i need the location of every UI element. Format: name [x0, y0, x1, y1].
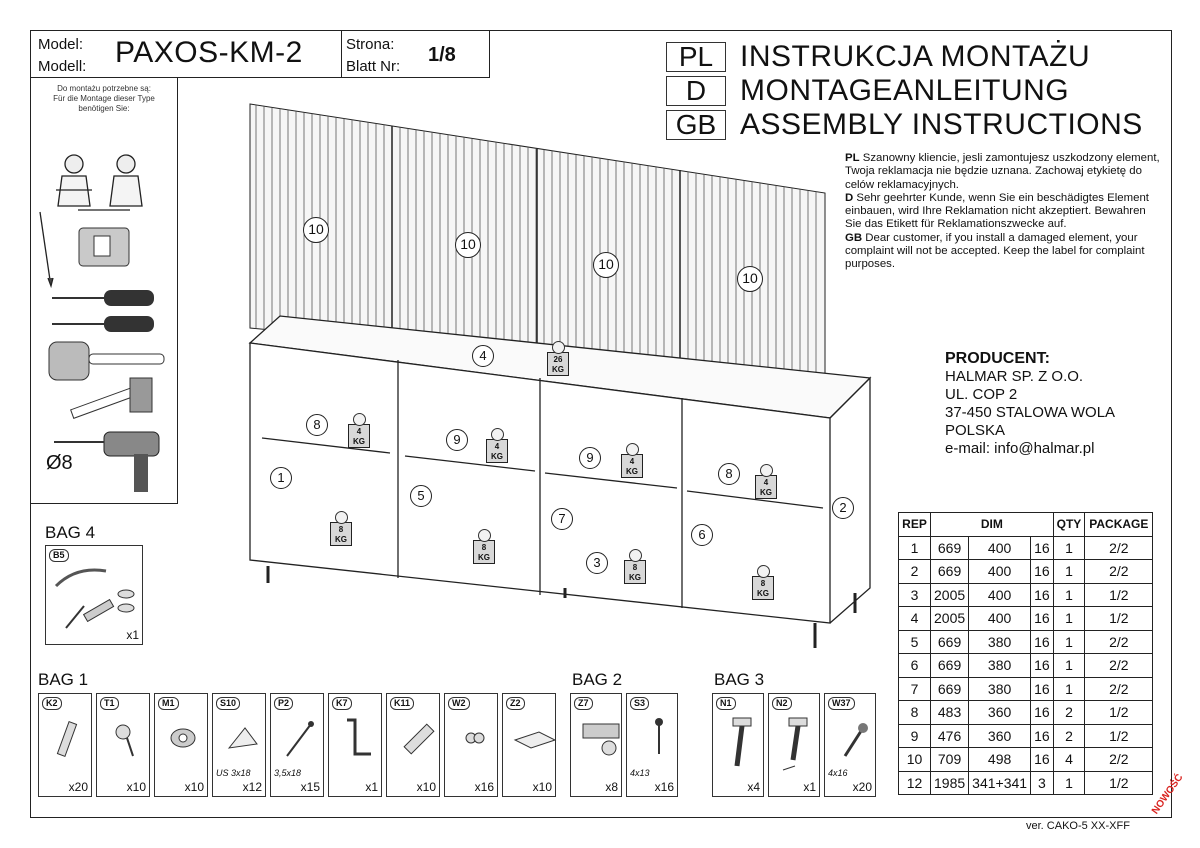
hardware-icon — [447, 710, 503, 780]
part-label: 4 — [472, 345, 494, 367]
weight-marker: 8 KG — [330, 522, 352, 546]
part-label: 3 — [586, 552, 608, 574]
hardware-icon — [505, 710, 561, 780]
bag-item-qty: x8 — [605, 780, 618, 794]
new-badge: NOWOŚĆ — [1150, 772, 1186, 817]
table-cell: 2 — [899, 560, 931, 584]
table-cell: 360 — [969, 724, 1031, 748]
producer-line: 37-450 STALOWA WOLA — [945, 404, 1116, 421]
table-cell: 16 — [1031, 748, 1054, 772]
hardware-icon — [771, 710, 827, 780]
bag-item-qty: x20 — [852, 780, 872, 794]
bag-item-code: K7 — [332, 697, 352, 710]
cabinet-diagram — [240, 98, 880, 658]
bag-item-code: N1 — [716, 697, 736, 710]
bag-item-w2 — [444, 693, 498, 797]
table-cell: 476 — [931, 724, 969, 748]
table-cell: 669 — [931, 560, 969, 584]
hardware-icon — [157, 710, 213, 780]
bag-item-code: S3 — [630, 697, 649, 710]
table-cell: 16 — [1031, 536, 1054, 560]
table-cell: 2/2 — [1085, 536, 1153, 560]
part-label: 5 — [410, 485, 432, 507]
table-cell: 2/2 — [1085, 748, 1153, 772]
lang-code-d: D — [666, 76, 726, 106]
hardware-icon — [99, 710, 155, 780]
producer-line: POLSKA — [945, 422, 1006, 439]
table-row — [899, 724, 1153, 748]
bag-item-p2 — [270, 693, 324, 797]
table-row — [899, 748, 1153, 772]
hardware-icon — [573, 710, 629, 780]
table-cell: 16 — [1031, 560, 1054, 584]
table-cell: 12 — [899, 771, 931, 795]
table-cell: 400 — [969, 583, 1031, 607]
table-cell: 1985 — [931, 771, 969, 795]
weight-marker: 8 KG — [752, 576, 774, 600]
table-cell: 7 — [899, 677, 931, 701]
bag-item-k7 — [328, 693, 382, 797]
model-label-pl: Model: — [38, 36, 84, 53]
table-cell: 400 — [969, 560, 1031, 584]
bag-item-qty: x16 — [474, 780, 494, 794]
table-cell: 4 — [1053, 748, 1085, 772]
table-cell: 8 — [899, 701, 931, 725]
table-cell: 1 — [1053, 583, 1085, 607]
table-cell: 4 — [899, 607, 931, 631]
notice-d-text: Sehr geehrter Kunde, wenn Sie ein beschädigtes Element einbauen, wird Ihre Reklamation nicht akzeptiert. Bewahren Sie das Etikett für Reklamationszwecke auf. — [845, 191, 1149, 231]
part-label: 10 — [303, 217, 329, 243]
column-header: REP — [899, 513, 931, 537]
drill-size: Ø8 — [46, 452, 73, 474]
tools-note — [40, 84, 168, 114]
weight-marker: 4 KG — [486, 439, 508, 463]
bag-item-w37 — [824, 693, 876, 797]
mallet-icon — [49, 342, 164, 380]
bag-item-qty: x16 — [654, 780, 674, 794]
bag-item-code: B5 — [49, 549, 69, 562]
producer-title: PRODUCENT: — [945, 350, 1050, 367]
bag-item-m1 — [154, 693, 208, 797]
bag-item-note: 4x16 — [828, 768, 848, 778]
bag-item-k11 — [386, 693, 440, 797]
title-pl: INSTRUKCJA MONTAŻU — [740, 40, 1091, 73]
part-label: 7 — [551, 508, 573, 530]
table-row — [899, 583, 1153, 607]
notice-pl-code: PL — [845, 152, 860, 164]
bag-item-qty: x10 — [416, 780, 436, 794]
table-cell: 1 — [1053, 654, 1085, 678]
damage-notice — [845, 152, 1165, 272]
notice-gb-text: Dear customer, if you install a damaged element, your complaint will not be accepted. Keep the label for complaint purposes. — [845, 231, 1145, 271]
version-label: ver. CAKO-5 XX-XFF — [1026, 820, 1130, 832]
page-label-de: Blatt Nr: — [346, 58, 401, 75]
table-cell: 2/2 — [1085, 560, 1153, 584]
table-cell: 1 — [1053, 677, 1085, 701]
table-row — [899, 607, 1153, 631]
table-cell: 360 — [969, 701, 1031, 725]
hardware-icon — [331, 710, 387, 780]
table-cell: 2 — [1053, 701, 1085, 725]
producer-info — [945, 350, 1115, 458]
hardware-icon — [41, 710, 97, 780]
part-label: 10 — [737, 266, 763, 292]
bag-item-note: 3,5x18 — [274, 768, 302, 778]
table-cell: 1 — [1053, 536, 1085, 560]
bag-item-code: M1 — [158, 697, 179, 710]
table-cell: 16 — [1031, 677, 1054, 701]
table-row — [899, 771, 1153, 795]
table-cell: 6 — [899, 654, 931, 678]
notice-d-code: D — [845, 191, 854, 204]
column-header: PACKAGE — [1085, 513, 1153, 537]
bag-item-qty: x20 — [68, 780, 88, 794]
title-row-pl — [666, 40, 1090, 74]
table-cell: 16 — [1031, 630, 1054, 654]
table-cell: 2 — [1053, 724, 1085, 748]
bag-item-n1 — [712, 693, 764, 797]
bag-item-qty: x10 — [184, 780, 204, 794]
weight-marker: 26 KG — [547, 352, 569, 376]
bag-item-note: US 3x18 — [216, 768, 251, 778]
bag-item-qty: x15 — [300, 780, 320, 794]
bag-item-code: N2 — [772, 697, 792, 710]
bag-item-qty: x4 — [747, 780, 760, 794]
table-row — [899, 677, 1153, 701]
table-row — [899, 536, 1153, 560]
table-cell: 1/2 — [1085, 701, 1153, 725]
pencil-icon — [40, 212, 53, 286]
part-label: 10 — [455, 232, 481, 258]
notice-pl-text: Szanowny kliencie, jesli zamontujesz uszkodzony element, Twoja reklamacja nie będzie uznana. Zachowaj etykietę do celów reklamacyjnych. — [845, 152, 1160, 191]
table-cell: 1 — [899, 536, 931, 560]
table-cell: 2005 — [931, 583, 969, 607]
table-cell: 400 — [969, 607, 1031, 631]
table-cell: 16 — [1031, 583, 1054, 607]
table-cell: 1 — [1053, 630, 1085, 654]
bag-item-z2 — [502, 693, 556, 797]
table-cell: 1 — [1053, 771, 1085, 795]
bag-item-qty: x10 — [126, 780, 146, 794]
part-label: 6 — [691, 524, 713, 546]
table-cell: 1 — [1053, 607, 1085, 631]
bag-item-s10 — [212, 693, 266, 797]
part-label: 1 — [270, 467, 292, 489]
table-cell: 498 — [969, 748, 1031, 772]
table-cell: 380 — [969, 630, 1031, 654]
table-cell: 3 — [899, 583, 931, 607]
bag-item-note: 4x13 — [630, 768, 650, 778]
weight-marker: 4 KG — [755, 475, 777, 499]
weight-marker: 8 KG — [624, 560, 646, 584]
part-label: 9 — [446, 429, 468, 451]
bag-item-code: P2 — [274, 697, 293, 710]
bag4-item-b5 — [45, 545, 143, 645]
page-number: 1/8 — [428, 44, 456, 66]
workers-icon — [56, 155, 142, 210]
producer-line: UL. COP 2 — [945, 386, 1018, 403]
table-cell: 380 — [969, 654, 1031, 678]
bag-item-z7 — [570, 693, 622, 797]
table-cell: 669 — [931, 654, 969, 678]
model-label-de: Modell: — [38, 58, 87, 75]
table-cell: 16 — [1031, 701, 1054, 725]
weight-marker: 4 KG — [621, 454, 643, 478]
bag2-title: BAG 2 — [572, 670, 623, 689]
table-row — [899, 630, 1153, 654]
table-cell: 341+341 — [969, 771, 1031, 795]
bag-item-qty: x12 — [242, 780, 262, 794]
table-row — [899, 560, 1153, 584]
table-cell: 2/2 — [1085, 654, 1153, 678]
table-cell: 1/2 — [1085, 583, 1153, 607]
page-label-pl: Strona: — [346, 36, 395, 53]
screwdriver-phillips-icon — [52, 316, 154, 332]
column-header: DIM — [931, 513, 1054, 537]
bag3-title: BAG 3 — [714, 670, 765, 689]
bag4-title: BAG 4 — [45, 523, 96, 542]
table-row — [899, 654, 1153, 678]
bag-item-code: W37 — [828, 697, 855, 710]
part-label: 8 — [306, 414, 328, 436]
bag-item-qty: x1 — [126, 628, 139, 642]
part-label: 10 — [593, 252, 619, 278]
bag-item-code: S10 — [216, 697, 240, 710]
hardware-icon — [389, 710, 445, 780]
model-name: PAXOS-KM-2 — [115, 36, 303, 69]
part-label: 9 — [579, 447, 601, 469]
bag-item-qty: x10 — [532, 780, 552, 794]
lang-code-pl: PL — [666, 42, 726, 72]
title-d: MONTAGEANLEITUNG — [740, 74, 1070, 107]
bag-item-qty: x1 — [803, 780, 816, 794]
table-cell: 483 — [931, 701, 969, 725]
tools-note-de: Für die Montage dieser Type benötigen Sie: — [53, 94, 155, 113]
bag-item-code: W2 — [448, 697, 470, 710]
table-header-row — [899, 513, 1153, 537]
table-cell: 5 — [899, 630, 931, 654]
lang-code-gb: GB — [666, 110, 726, 140]
table-cell: 2005 — [931, 607, 969, 631]
table-cell: 669 — [931, 536, 969, 560]
table-cell: 16 — [1031, 724, 1054, 748]
table-cell: 1/2 — [1085, 607, 1153, 631]
table-cell: 2/2 — [1085, 677, 1153, 701]
bag-item-k2 — [38, 693, 92, 797]
weight-marker: 4 KG — [348, 424, 370, 448]
bag-item-qty: x1 — [365, 780, 378, 794]
table-cell: 669 — [931, 677, 969, 701]
table-cell: 3 — [1031, 771, 1054, 795]
bag-item-s3 — [626, 693, 678, 797]
table-cell: 380 — [969, 677, 1031, 701]
bag-item-n2 — [768, 693, 820, 797]
table-cell: 400 — [969, 536, 1031, 560]
column-header: QTY — [1053, 513, 1085, 537]
hammer-icon — [71, 378, 152, 418]
table-row — [899, 701, 1153, 725]
table-cell: 9 — [899, 724, 931, 748]
title-gb: ASSEMBLY INSTRUCTIONS — [740, 108, 1143, 141]
screwdriver-flat-icon — [52, 290, 154, 306]
tools-illustration — [34, 150, 174, 500]
table-cell: 709 — [931, 748, 969, 772]
parts-table-body — [899, 536, 1153, 795]
bag-item-code: Z7 — [574, 697, 593, 710]
screws-plugs-icon — [46, 556, 142, 636]
part-label: 2 — [832, 497, 854, 519]
jigsaw-icon — [79, 228, 129, 266]
producer-email: e-mail: info@halmar.pl — [945, 440, 1095, 457]
table-cell: 1/2 — [1085, 771, 1153, 795]
part-label: 8 — [718, 463, 740, 485]
table-cell: 10 — [899, 748, 931, 772]
producer-line: HALMAR SP. Z O.O. — [945, 368, 1084, 385]
table-cell: 1/2 — [1085, 724, 1153, 748]
hardware-icon — [715, 710, 771, 780]
bag-item-code: K2 — [42, 697, 62, 710]
bag-item-code: T1 — [100, 697, 119, 710]
parts-table — [898, 512, 1153, 795]
table-cell: 16 — [1031, 607, 1054, 631]
tools-note-pl: Do montażu potrzebne są: — [57, 84, 151, 93]
bag-item-t1 — [96, 693, 150, 797]
bag-item-code: Z2 — [506, 697, 525, 710]
table-cell: 16 — [1031, 654, 1054, 678]
table-cell: 1 — [1053, 560, 1085, 584]
weight-marker: 8 KG — [473, 540, 495, 564]
bag-item-code: K11 — [390, 697, 414, 710]
bag1-title: BAG 1 — [38, 670, 89, 689]
table-cell: 2/2 — [1085, 630, 1153, 654]
notice-gb-code: GB — [845, 231, 863, 244]
table-cell: 669 — [931, 630, 969, 654]
